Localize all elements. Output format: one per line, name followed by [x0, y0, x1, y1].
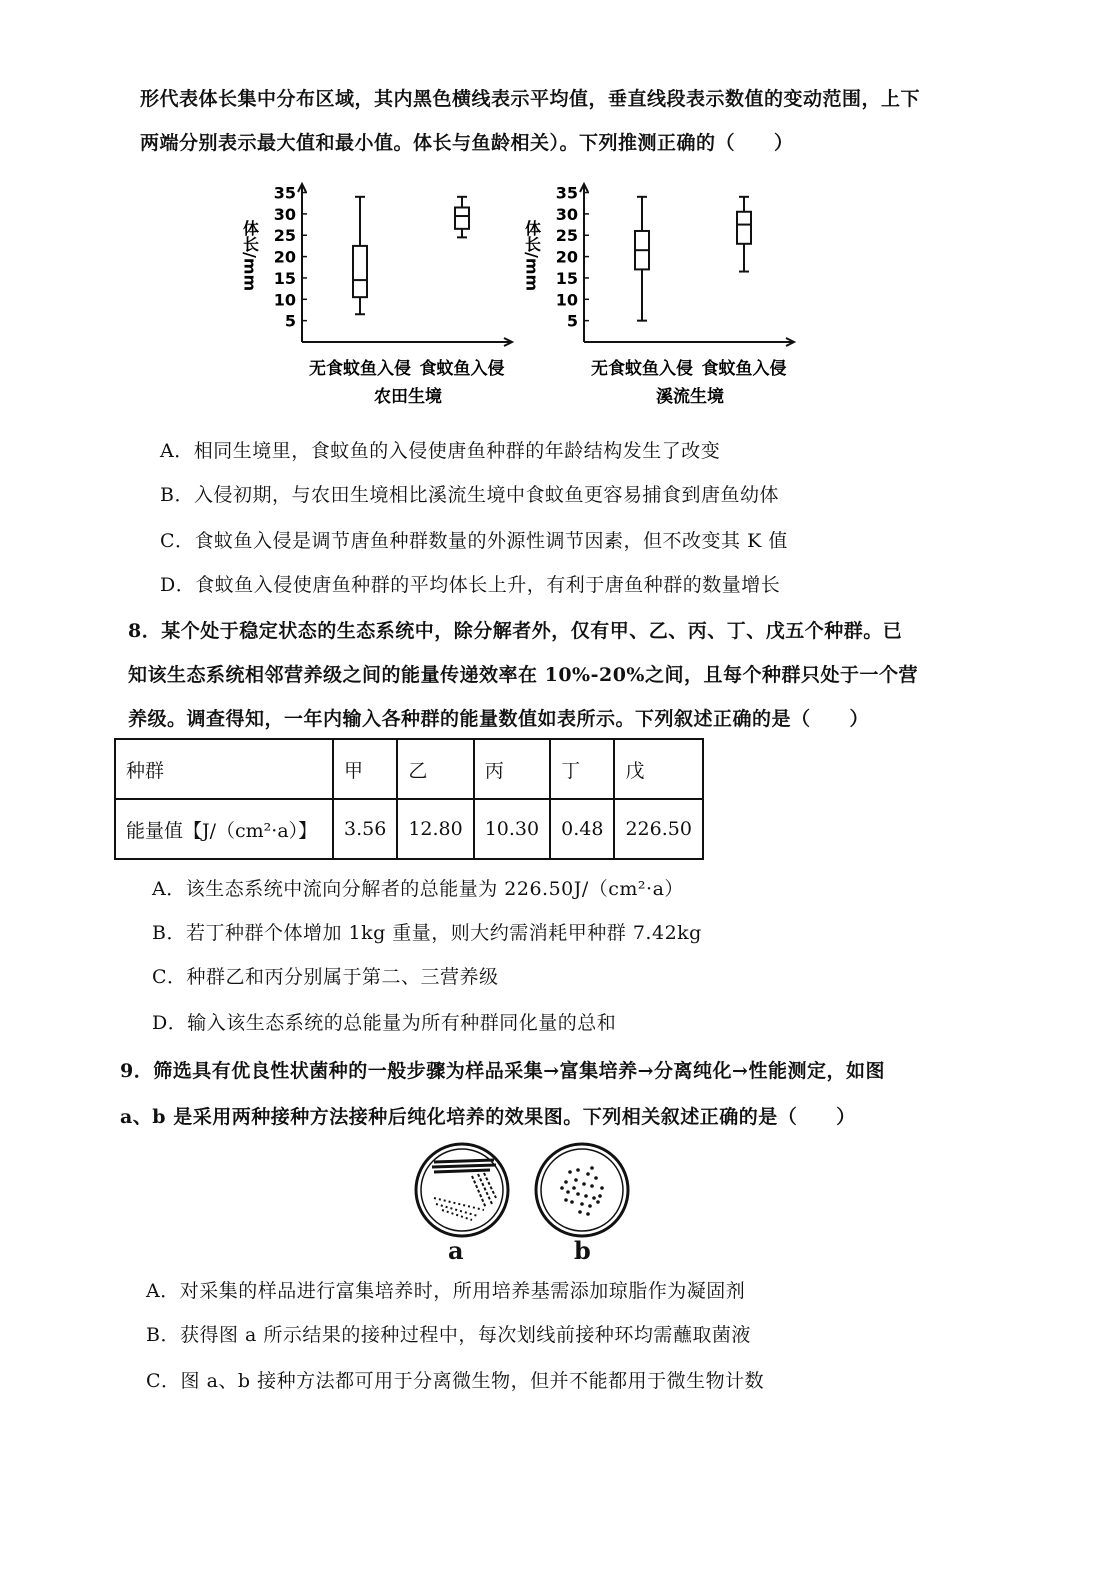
y-tick-label: 25	[555, 226, 578, 246]
q9-text-line-1: 9．筛选具有优良性状菌种的一般步骤为样品采集→富集培养→分离纯化→性能测定，如图	[120, 1060, 885, 1082]
q8-option-b: B．若丁种群个体增加 1kg 重量，则大约需消耗甲种群 7.42kg	[152, 922, 702, 944]
y-tick-label: 35	[273, 183, 296, 203]
y-tick-label: 10	[555, 290, 578, 310]
y-axis-label: 体长/mm	[522, 220, 542, 292]
table-header-cell: 乙	[397, 739, 473, 799]
table-header-label: 种群	[115, 739, 333, 799]
colony-dot	[564, 1180, 568, 1184]
y-tick-label: 25	[273, 226, 296, 246]
colony-dot	[598, 1194, 602, 1198]
table-cell: 3.56	[333, 799, 397, 859]
q9-text-line-2: a、b 是采用两种接种方法接种后纯化培养的效果图。下列相关叙述正确的是（ ）	[120, 1106, 856, 1128]
colony-dot	[582, 1182, 586, 1186]
colony-dot	[590, 1166, 594, 1170]
q8-text-line-1: 8．某个处于稳定状态的生态系统中，除分解者外，仅有甲、乙、丙、丁、戊五个种群。已	[128, 620, 903, 642]
q7-option-d: D．食蚊鱼入侵使唐鱼种群的平均体长上升，有利于唐鱼种群的数量增长	[160, 574, 781, 596]
y-axis-label: 体长/mm	[240, 220, 260, 292]
table-cell: 226.50	[614, 799, 702, 859]
y-tick-label: 15	[555, 268, 578, 288]
boxplot-stream-svg	[522, 180, 812, 410]
box-body	[455, 207, 469, 228]
table-header-cell: 丁	[550, 739, 614, 799]
x-axis-label: 溪流生境	[656, 387, 724, 407]
table-cell: 0.48	[550, 799, 614, 859]
y-tick-label: 30	[555, 204, 578, 224]
colony-dot	[586, 1172, 590, 1176]
colony-dot	[560, 1186, 564, 1190]
colony-dot	[566, 1190, 570, 1194]
colony-dot	[564, 1198, 568, 1202]
q7-text-line-2: 两端分别表示最大值和最小值。体长与鱼龄相关）。下列推测正确的（ ）	[140, 132, 794, 154]
boxplot-farmland	[240, 180, 530, 414]
y-tick-label: 30	[273, 204, 296, 224]
q7-text-line-1: 形代表体长集中分布区域，其内黑色横线表示平均值，垂直线段表示数值的变动范围，上下	[140, 88, 921, 110]
boxplot-stream	[522, 180, 812, 414]
table-cell: 12.80	[397, 799, 473, 859]
colony-dot	[588, 1204, 592, 1208]
spread-plate-illustration	[532, 1140, 632, 1240]
figure-label-a: a	[448, 1236, 465, 1265]
colony-dot	[578, 1210, 582, 1214]
q8-text-line-3: 养级。调查得知，一年内输入各种群的能量数值如表所示。下列叙述正确的是（ ）	[128, 708, 870, 730]
colony-dot	[596, 1200, 600, 1204]
q7-option-c: C．食蚊鱼入侵是调节唐鱼种群数量的外源性调节因素，但不改变其 K 值	[160, 530, 788, 552]
boxplot-farmland-svg	[240, 180, 530, 410]
y-tick-label: 5	[284, 311, 296, 331]
y-tick-label: 20	[273, 247, 296, 267]
table-cell: 10.30	[474, 799, 550, 859]
x-category-label: 无食蚊鱼入侵	[309, 359, 411, 379]
table-row	[115, 739, 703, 799]
colony-dot	[586, 1212, 590, 1216]
colony-dot	[580, 1202, 584, 1206]
y-tick-label: 20	[555, 247, 578, 267]
y-tick-label: 35	[555, 183, 578, 203]
y-tick-label: 10	[273, 290, 296, 310]
petri-dish-b	[532, 1140, 632, 1244]
table-header-cell: 丙	[474, 739, 550, 799]
table-row-label: 能量值【J/（cm²·a）】	[115, 799, 333, 859]
y-tick-label: 5	[566, 311, 578, 331]
q9-option-a: A．对采集的样品进行富集培养时，所用培养基需添加琼脂作为凝固剂	[146, 1280, 746, 1302]
colony-dot	[574, 1178, 578, 1182]
energy-table	[114, 738, 704, 860]
colony-dot	[570, 1200, 574, 1204]
figure-label-b: b	[574, 1236, 592, 1265]
box-body	[353, 246, 367, 297]
x-category-label: 无食蚊鱼入侵	[591, 359, 693, 379]
q9-option-b: B．获得图 a 所示结果的接种过程中，每次划线前接种环均需蘸取菌液	[146, 1324, 751, 1346]
q7-option-b: B．入侵初期，与农田生境相比溪流生境中食蚊鱼更容易捕食到唐鱼幼体	[160, 484, 779, 506]
colony-dot	[592, 1196, 596, 1200]
q9-option-c: C．图 a、b 接种方法都可用于分离微生物，但并不能都用于微生物计数	[146, 1370, 765, 1392]
table-header-cell: 戊	[614, 739, 702, 799]
q8-option-d: D．输入该生态系统的总能量为所有种群同化量的总和	[152, 1012, 617, 1034]
x-category-label: 食蚊鱼入侵	[419, 359, 505, 379]
q8-option-a: A．该生态系统中流向分解者的总能量为 226.50J/（cm²·a）	[152, 878, 684, 900]
box-body	[737, 212, 751, 244]
q7-option-a: A．相同生境里，食蚊鱼的入侵使唐鱼种群的年龄结构发生了改变	[160, 440, 721, 462]
colony-dot	[572, 1186, 576, 1190]
colony-dot	[568, 1170, 572, 1174]
petri-dish-a	[412, 1140, 512, 1244]
y-tick-label: 15	[273, 268, 296, 288]
x-axis-label: 农田生境	[374, 387, 442, 407]
colony-dot	[590, 1184, 594, 1188]
colony-dot	[594, 1176, 598, 1180]
table-header-cell: 甲	[333, 739, 397, 799]
q8-option-c: C．种群乙和丙分别属于第二、三营养级	[152, 966, 499, 988]
colony-dot	[576, 1192, 580, 1196]
table-row	[115, 799, 703, 859]
q8-text-line-2: 知该生态系统相邻营养级之间的能量传递效率在 10%-20%之间，且每个种群只处于一个营	[128, 664, 918, 686]
colony-dot	[584, 1194, 588, 1198]
streak-plate-illustration	[412, 1140, 512, 1240]
x-category-label: 食蚊鱼入侵	[701, 359, 787, 379]
colony-dot	[600, 1186, 604, 1190]
colony-dot	[576, 1168, 580, 1172]
